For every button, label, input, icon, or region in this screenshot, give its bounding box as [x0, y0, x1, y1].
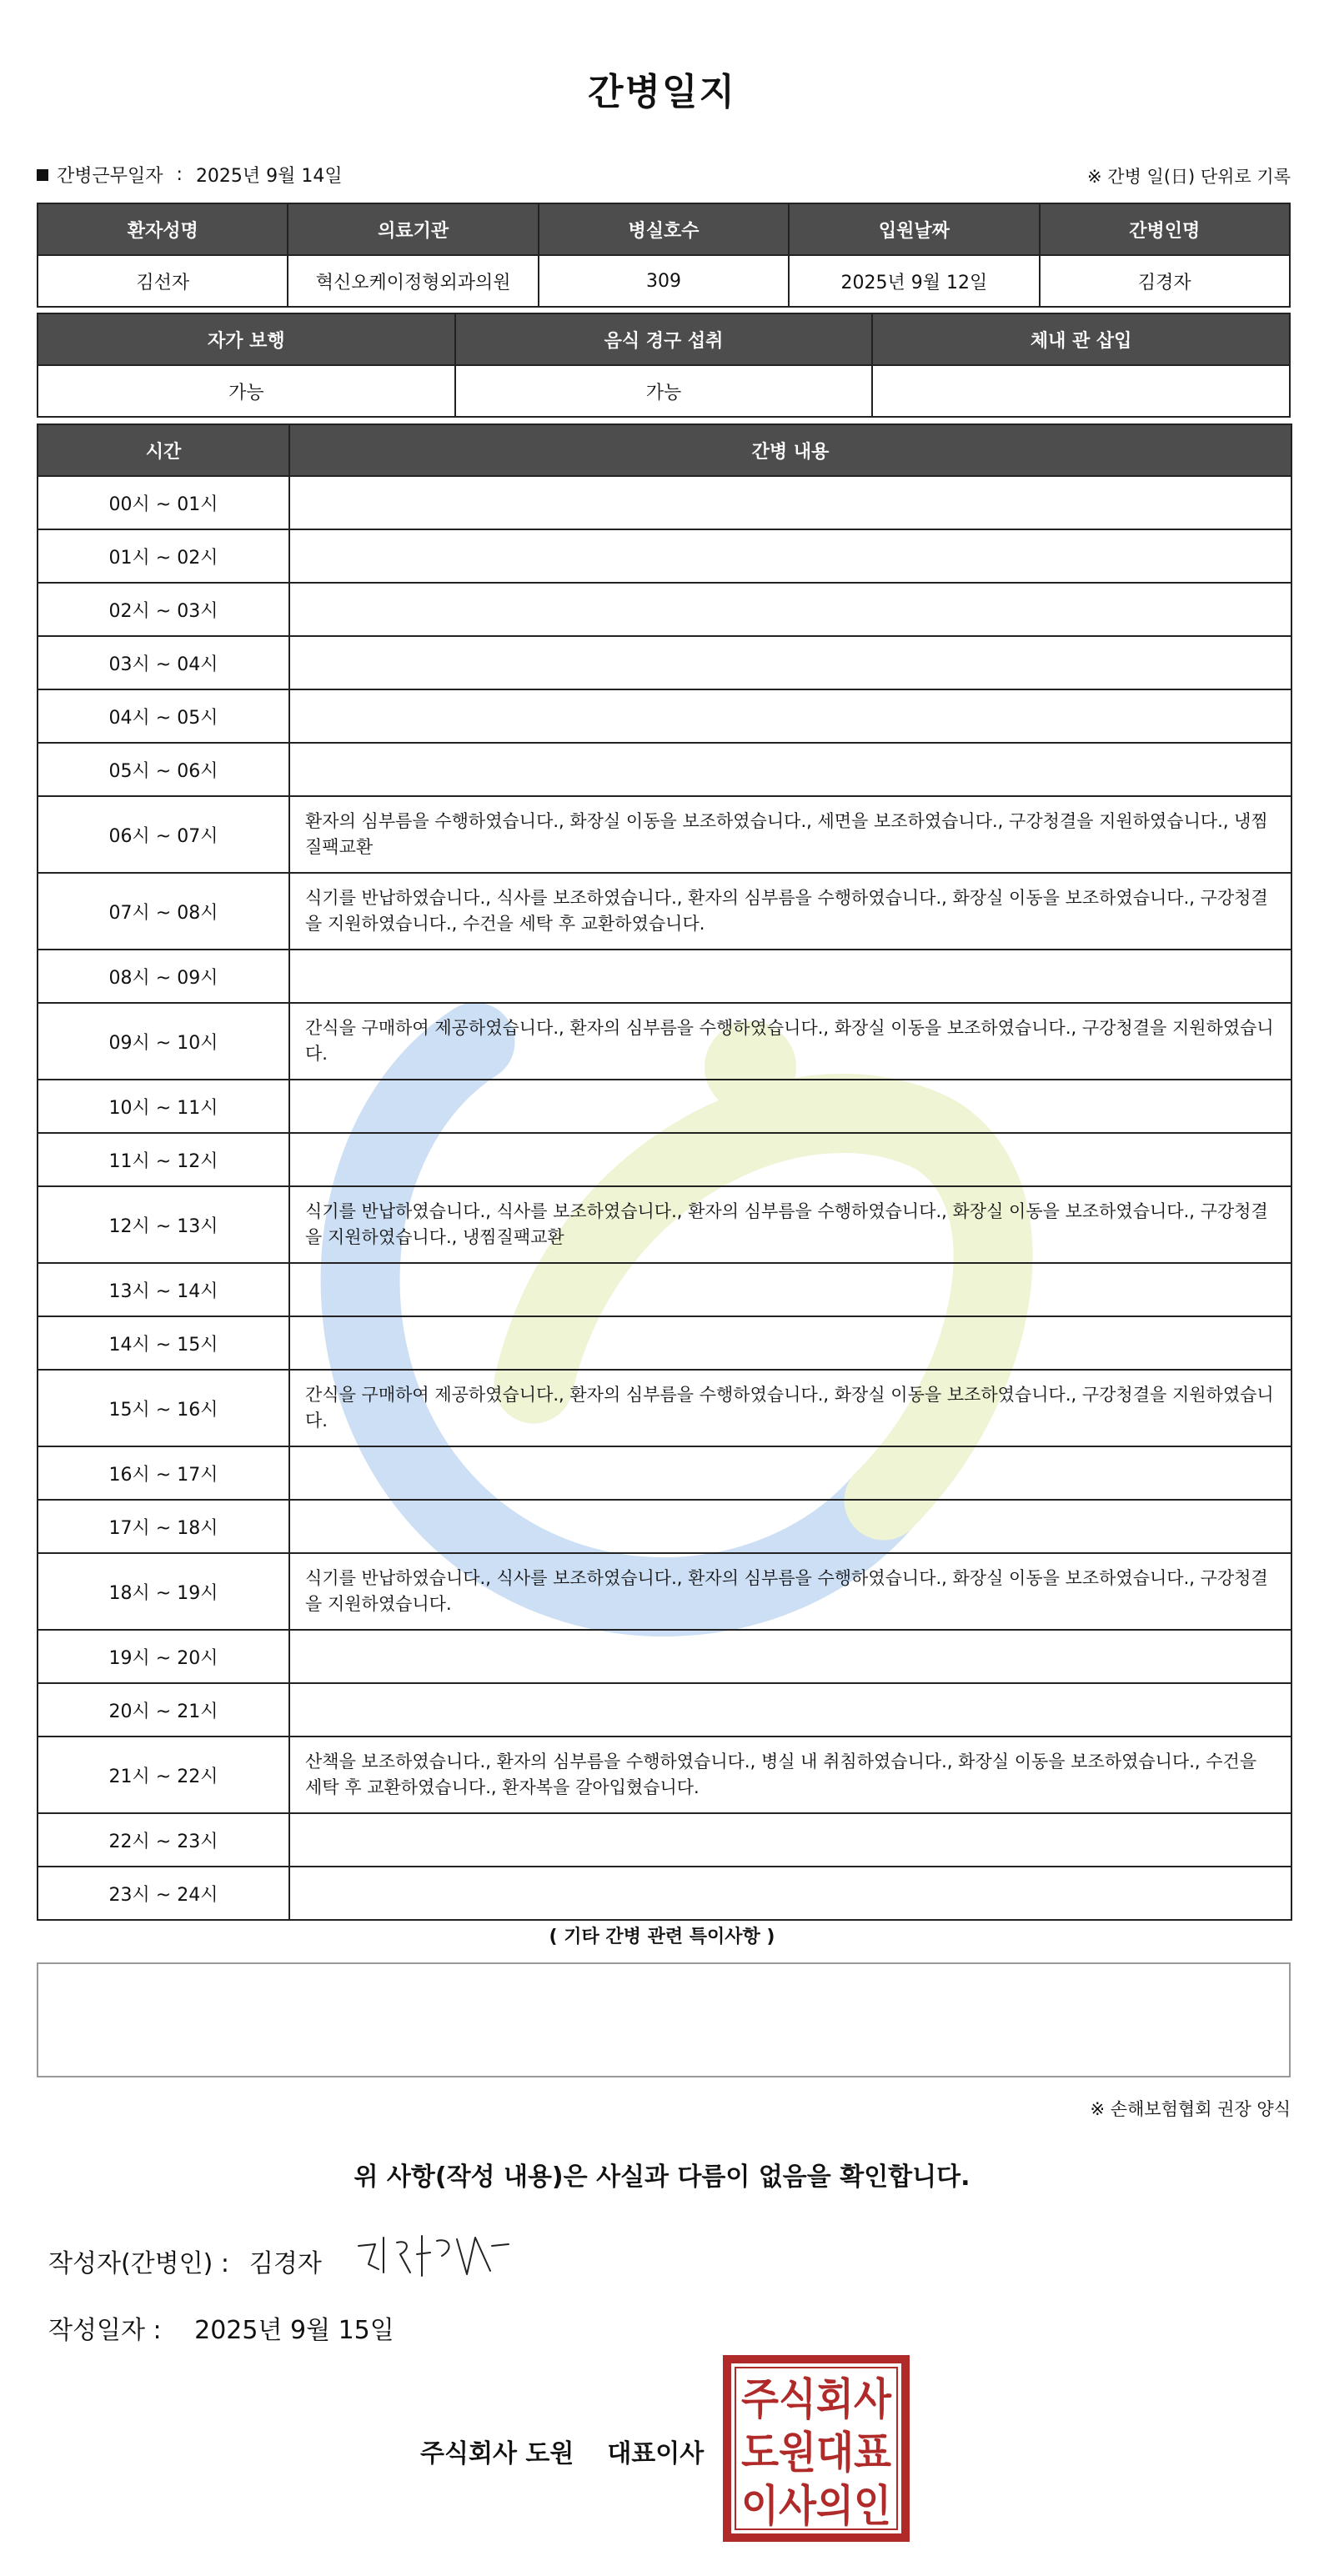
- written-date-line: [48, 2309, 394, 2346]
- header-room: 병실호수: [539, 203, 789, 255]
- bullet-square-icon: [37, 169, 48, 181]
- header-oral-intake: 음식 경구 섭취: [455, 313, 873, 365]
- status-value-row: [38, 365, 1290, 417]
- svg-text:주식회사: 주식회사: [741, 2375, 892, 2425]
- self-walking-value: 가능: [38, 365, 455, 417]
- written-date-label: 작성일자 :: [48, 2316, 162, 2345]
- header-patient-name: 환자성명: [38, 203, 288, 255]
- note-cell: [289, 1813, 1291, 1867]
- status-header-row: [38, 313, 1290, 365]
- special-notes-title: ( 기타 간병 관련 특이사항 ): [549, 1927, 775, 1947]
- patient-status-table: [37, 313, 1291, 418]
- header-admission-date: 입원날짜: [789, 203, 1039, 255]
- table-row: [38, 1867, 1291, 1920]
- company-signature-line: [420, 2433, 704, 2469]
- company-seal-stamp: [722, 2354, 910, 2543]
- time-cell: 18시 ~ 19시: [38, 1553, 289, 1630]
- time-cell: 21시 ~ 22시: [38, 1737, 289, 1813]
- table-row: [38, 529, 1291, 583]
- log-header-row: [38, 424, 1291, 476]
- table-row: [38, 1737, 1291, 1813]
- time-cell: 07시 ~ 08시: [38, 873, 289, 950]
- note-cell: [289, 1133, 1291, 1186]
- note-cell: [289, 1263, 1291, 1316]
- note-cell: [289, 583, 1291, 636]
- table-row: [38, 743, 1291, 796]
- time-cell: 19시 ~ 20시: [38, 1630, 289, 1683]
- time-cell: 16시 ~ 17시: [38, 1446, 289, 1500]
- work-date-label: 간병근무일자: [57, 166, 163, 187]
- svg-text:이사의인: 이사의인: [741, 2482, 891, 2532]
- note-cell: [289, 476, 1291, 529]
- note-cell: [289, 1500, 1291, 1553]
- table-row: [38, 1186, 1291, 1263]
- note-cell: 환자의 심부름을 수행하였습니다., 화장실 이동을 보조하였습니다., 세면을 보조하였습니다., 구강청결을 지원하였습니다., 냉찜질팩교환: [289, 796, 1291, 873]
- table-row: [38, 1263, 1291, 1316]
- time-cell: 05시 ~ 06시: [38, 743, 289, 796]
- time-cell: 03시 ~ 04시: [38, 636, 289, 689]
- caregiver-name: 김경자: [1040, 255, 1290, 307]
- note-cell: [289, 743, 1291, 796]
- time-cell: 12시 ~ 13시: [38, 1186, 289, 1263]
- note-cell: [289, 1630, 1291, 1683]
- special-notes-box: [37, 1962, 1291, 2077]
- tube-insertion-value: [872, 365, 1290, 417]
- table-row: [38, 476, 1291, 529]
- confirmation-statement: 위 사항(작성 내용)은 사실과 다름이 없음을 확인합니다.: [354, 2163, 970, 2192]
- table-row: [38, 1003, 1291, 1080]
- header-hospital: 의료기관: [288, 203, 538, 255]
- time-cell: 08시 ~ 09시: [38, 950, 289, 1003]
- time-cell: 22시 ~ 23시: [38, 1813, 289, 1867]
- patient-info-table: [37, 203, 1291, 308]
- company-ceo-title: 대표이사: [607, 2439, 705, 2468]
- time-cell: 20시 ~ 21시: [38, 1683, 289, 1737]
- note-cell: [289, 689, 1291, 743]
- association-note: ※ 손해보험협회 권장 양식: [1090, 2099, 1291, 2119]
- time-cell: 11시 ~ 12시: [38, 1133, 289, 1186]
- note-cell: [289, 1316, 1291, 1370]
- table-row: [38, 1500, 1291, 1553]
- hospital-name: 혁신오케이정형외과의원: [288, 255, 538, 307]
- note-cell: [289, 1080, 1291, 1133]
- header-care-content: 간병 내용: [289, 424, 1291, 476]
- time-cell: 17시 ~ 18시: [38, 1500, 289, 1553]
- note-cell: 식기를 반납하였습니다., 식사를 보조하였습니다., 환자의 심부름을 수행하였습니다., 화장실 이동을 보조하였습니다., 구강청결을 지원하였습니다., 수건을 세탁 후 교환하였습니다.: [289, 873, 1291, 950]
- table-row: [38, 1133, 1291, 1186]
- note-cell: [289, 950, 1291, 1003]
- oral-intake-value: 가능: [455, 365, 873, 417]
- table-row: [38, 796, 1291, 873]
- time-cell: 14시 ~ 15시: [38, 1316, 289, 1370]
- note-cell: 식기를 반납하였습니다., 식사를 보조하였습니다., 환자의 심부름을 수행하였습니다., 화장실 이동을 보조하였습니다., 구강청결을 지원하였습니다.: [289, 1553, 1291, 1630]
- document-title: 간병일지: [587, 71, 736, 113]
- unit-note: ※ 간병 일(日) 단위로 기록: [1087, 167, 1291, 187]
- work-date-separator: :: [176, 164, 183, 185]
- writer-line: [48, 2243, 322, 2279]
- table-row: [38, 689, 1291, 743]
- handwritten-signature: [350, 2221, 517, 2288]
- table-row: [38, 1316, 1291, 1370]
- patient-name: 김선자: [38, 255, 288, 307]
- note-cell: [289, 529, 1291, 583]
- note-cell: 산책을 보조하였습니다., 환자의 심부름을 수행하였습니다., 병실 내 취침하였습니다., 화장실 이동을 보조하였습니다., 수건을 세탁 후 교환하였습니다., 환자복을 갈아입혔습니다.: [289, 1737, 1291, 1813]
- time-cell: 02시 ~ 03시: [38, 583, 289, 636]
- svg-text:도원대표: 도원대표: [741, 2428, 891, 2478]
- note-cell: [289, 636, 1291, 689]
- table-row: [38, 1446, 1291, 1500]
- table-row: [38, 1683, 1291, 1737]
- time-cell: 04시 ~ 05시: [38, 689, 289, 743]
- company-name: 주식회사 도원: [420, 2439, 574, 2468]
- note-cell: 간식을 구매하여 제공하였습니다., 환자의 심부름을 수행하였습니다., 화장실 이동을 보조하였습니다., 구강청결을 지원하였습니다.: [289, 1003, 1291, 1080]
- time-cell: 15시 ~ 16시: [38, 1370, 289, 1446]
- note-cell: [289, 1867, 1291, 1920]
- time-cell: 23시 ~ 24시: [38, 1867, 289, 1920]
- table-row: [38, 1630, 1291, 1683]
- time-cell: 06시 ~ 07시: [38, 796, 289, 873]
- work-date-value: 2025년 9월 14일: [195, 166, 343, 187]
- table-row: [38, 583, 1291, 636]
- patient-info-value-row: [38, 255, 1290, 307]
- table-row: [38, 1080, 1291, 1133]
- note-cell: [289, 1683, 1291, 1737]
- note-cell: 식기를 반납하였습니다., 식사를 보조하였습니다., 환자의 심부름을 수행하였습니다., 화장실 이동을 보조하였습니다., 구강청결을 지원하였습니다., 냉찜질팩교환: [289, 1186, 1291, 1263]
- time-cell: 13시 ~ 14시: [38, 1263, 289, 1316]
- table-row: [38, 950, 1291, 1003]
- header-self-walking: 자가 보행: [38, 313, 455, 365]
- table-row: [38, 636, 1291, 689]
- table-row: [38, 1370, 1291, 1446]
- writer-name: 김경자: [248, 2249, 322, 2278]
- written-date-value: 2025년 9월 15일: [194, 2316, 394, 2345]
- time-cell: 00시 ~ 01시: [38, 476, 289, 529]
- log-body: [38, 476, 1291, 1920]
- table-row: [38, 1813, 1291, 1867]
- patient-info-header-row: [38, 203, 1290, 255]
- time-cell: 10시 ~ 11시: [38, 1080, 289, 1133]
- note-cell: 간식을 구매하여 제공하였습니다., 환자의 심부름을 수행하였습니다., 화장실 이동을 보조하였습니다., 구강청결을 지원하였습니다.: [289, 1370, 1291, 1446]
- table-row: [38, 873, 1291, 950]
- header-time: 시간: [38, 424, 289, 476]
- hourly-care-log-table: [37, 423, 1292, 1921]
- time-cell: 09시 ~ 10시: [38, 1003, 289, 1080]
- table-row: [38, 1553, 1291, 1630]
- time-cell: 01시 ~ 02시: [38, 529, 289, 583]
- work-date-line: [37, 162, 343, 188]
- note-cell: [289, 1446, 1291, 1500]
- writer-label: 작성자(간병인) :: [48, 2249, 229, 2278]
- room-number: 309: [539, 255, 789, 307]
- header-tube-insertion: 체내 관 삽입: [872, 313, 1290, 365]
- admission-date: 2025년 9월 12일: [789, 255, 1039, 307]
- header-caregiver: 간병인명: [1040, 203, 1290, 255]
